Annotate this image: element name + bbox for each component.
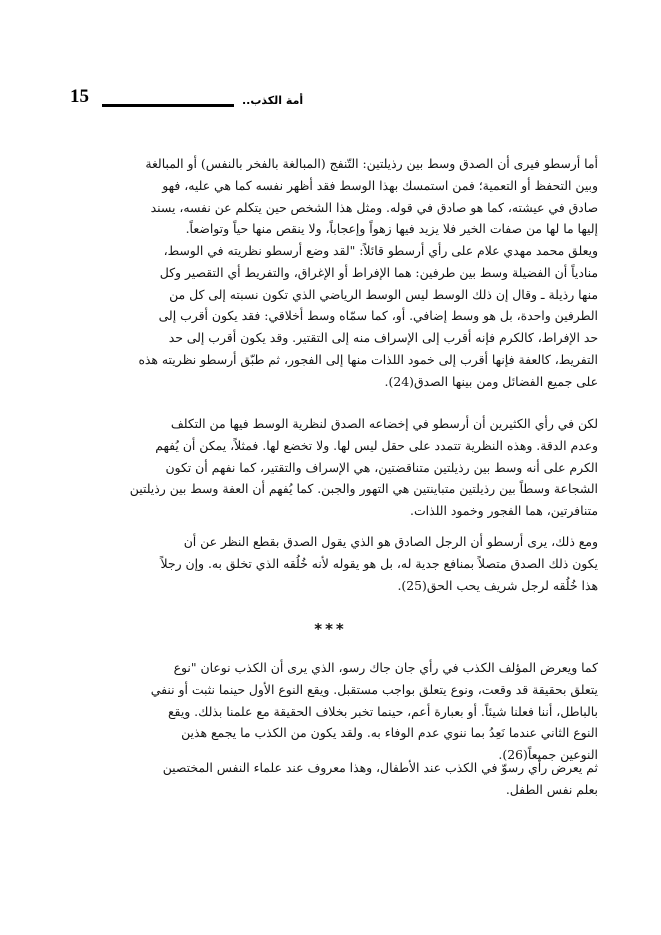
text-line: متنافرتين، هما الفجور وخمود اللذات. <box>410 503 598 519</box>
paragraph-rousseau <box>70 657 598 766</box>
text-line: وبين التحفظ أو التعمية؛ فمن استمسك بهذا الوسط فقد أظهر نفسه كما هي عليه، فهو <box>162 177 598 193</box>
paragraph-truthful-man <box>70 531 598 596</box>
text-line: النوعين جميعاً(26). <box>498 747 598 763</box>
running-title: أمة الكذب.. <box>242 94 304 107</box>
text-line: التفريط، كالعفة فإنها أقرب إلى خمود اللذات منها إلى الفجور، ثم طبّق أرسطو نظريته هذه <box>138 351 598 367</box>
text-line: صادق في عيشته، كما هو صادق في قوله. ومثل هذا الشخص حين يتكلم عن نفسه، يسند <box>150 199 598 215</box>
text-line: لكن في رأي الكثيرين أن أرسطو في إخضاعه الصدق لنظرية الوسط فيها من التكلف <box>170 416 598 431</box>
text-line: يتعلق بحقيقة قد وقعت، ونوع يتعلق بواجب مستقبل. ويقع النوع الأول حينما نثبت أو ننفي <box>150 681 598 697</box>
paragraph-aristotle-mean <box>70 153 598 240</box>
text-line: بعلم نفس الطفل. <box>505 781 598 797</box>
text-line: على جميع الفضائل ومن بينها الصدق(24). <box>384 373 598 389</box>
text-line: هذا خُلُقه لرجل شريف يحب الحق(25). <box>397 577 598 593</box>
page-number: 15 <box>70 86 89 107</box>
paragraph-allam-commentary <box>70 240 598 393</box>
text-line: الطرفين واحدة، بل هو وسط إضافي. أو، كما سمّاه وسط أخلاقي: فقد يكون أقرب إلى <box>158 308 598 324</box>
text-line: ثم يعرض رأي رسوّ في الكذب عند الأطفال، وهذا معروف عند علماء النفس المختصين <box>162 760 598 775</box>
text-line: النوع الثاني عندما نَعِدُ بما ننوي عدم الوفاء به. ولقد يكون من الكذب ما يجمع هذين <box>181 725 598 741</box>
text-line: منها رذيلة ـ وقال إن ذلك الوسط ليس الوسط الرياضي الذي تكون نسبته إلى كل من <box>169 286 598 302</box>
paragraph-critics <box>70 413 598 522</box>
text-line: وعدم الدقة. وهذه النظرية تتمدد على حقل ليس لها. ولا تخضع لها. فمثلاً، يمكن أن يُفهم <box>155 437 598 453</box>
text-line: حد الإفراط، كالكرم فإنه أقرب إلى الإسراف منه إلى التقتير. وقد يكون أقرب إلى حد <box>168 330 598 346</box>
text-line: الشجاعة وسطاً بين رذيلتين متباينتين هي التهور والجبن. كما يُفهم أن العفة وسط بين رذيلتين <box>129 481 598 497</box>
text-line: يكون ذلك الصدق متصلاً بمنافع جدية له، بل هو يقوله لأنه خُلُقه الذي تخلق به. وإن رجلاً <box>160 555 598 571</box>
text-line: بالباطل، أننا فعلنا شيئاً. أو بعبارة أعم، حينما تخبر بخلاف الحقيقة مع علمنا بذلك. ويقع <box>167 703 598 719</box>
text-line: الكرم على أنه وسط بين رذيلتين متناقضتين، هي الإسراف والتقتير، كما نفهم أن تكون <box>165 459 598 475</box>
text-line: ويعلق محمد مهدي علام على رأي أرسطو قائلاً: "لقد وضع أرسطو نظريته في الوسط، <box>163 243 598 258</box>
paragraph-children-lying <box>70 757 598 801</box>
text-line: أما أرسطو فيرى أن الصدق وسط بين رذيلتين: التّنفج (المبالغة بالفخر بالنفس) أو المبالغة <box>145 156 598 171</box>
page-header <box>0 0 661 120</box>
text-line: كما ويعرض المؤلف الكذب في رأي جان جاك رسو، الذي يرى أن الكذب نوعان "نوع <box>173 660 598 675</box>
section-separator: *** <box>314 620 347 638</box>
text-line: ومع ذلك، يرى أرسطو أن الرجل الصادق هو الذي يقول الصدق بقطع النظر عن أن <box>183 534 598 549</box>
text-line: إليها ما لها من صفات الخير فلا يزيد فيها زهواً وإعجاباً، ولا ينقص منها حياً وتواضعاً. <box>185 221 598 237</box>
text-line: منادياً أن الفضيلة وسط بين طرفين: هما الإفراط أو الإغراق، والتفريط أي التقصير وكل <box>159 264 598 280</box>
header-rule <box>102 104 234 107</box>
